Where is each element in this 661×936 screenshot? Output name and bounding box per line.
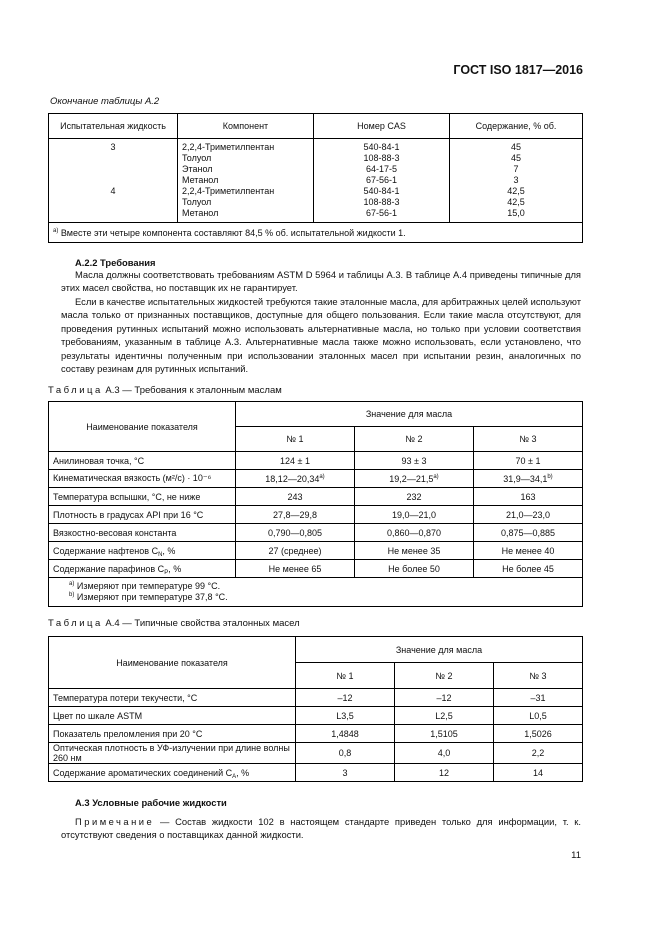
table-cell: 108-88-3 bbox=[314, 197, 450, 208]
table-cell: 3 bbox=[49, 139, 178, 154]
table-cell bbox=[355, 506, 474, 524]
row-label bbox=[49, 764, 296, 782]
table-cell: 108-88-3 bbox=[314, 153, 450, 164]
cell-value: 0,875—0,885 bbox=[500, 527, 556, 538]
footnote-mark: a) bbox=[433, 473, 439, 480]
row-label-text: Содержание парафинов С bbox=[53, 563, 165, 574]
row-label-text: Плотность в градусах API при 16 °С bbox=[53, 509, 204, 520]
row-label-text: Показатель преломления при 20 °С bbox=[53, 728, 203, 739]
cell-value: 3 bbox=[342, 767, 348, 778]
row-label-text: Оптическая плотность в УФ-излучении при длине волны 260 нм bbox=[53, 743, 290, 763]
table-header-cell: № 3 bbox=[474, 427, 583, 452]
cell-value: 31,9—34,1 bbox=[503, 473, 548, 484]
cell-value: 19,0—21,0 bbox=[391, 509, 437, 520]
table-cell: 67-56-1 bbox=[314, 175, 450, 186]
table-row bbox=[49, 197, 583, 208]
table-cell bbox=[395, 689, 494, 707]
table-cell bbox=[474, 542, 583, 560]
table-header-cell: № 1 bbox=[236, 427, 355, 452]
table-row bbox=[49, 452, 583, 470]
table-cell: 4 bbox=[49, 186, 178, 197]
page-number: 11 bbox=[571, 850, 581, 861]
table-cell bbox=[395, 743, 494, 764]
table-header-cell: № 1 bbox=[296, 663, 395, 689]
document-id: ГОСТ ISO 1817—2016 bbox=[453, 63, 583, 77]
table-a3-note: $^{b)}$ Измеряют при температуре 37,8 °С. bbox=[69, 592, 228, 602]
footnote-mark: b) bbox=[547, 473, 553, 480]
table-cell bbox=[236, 542, 355, 560]
table-row bbox=[49, 164, 583, 175]
table-row bbox=[49, 743, 583, 764]
table-cell: 540-84-1 bbox=[314, 139, 450, 154]
table-cell bbox=[355, 470, 474, 488]
table-row bbox=[49, 506, 583, 524]
cell-value: 0,8 bbox=[338, 748, 352, 758]
table-a3 bbox=[48, 401, 583, 607]
table-row bbox=[49, 153, 583, 164]
cell-value: Не менее 40 bbox=[501, 545, 555, 556]
table-row bbox=[49, 470, 583, 488]
table-cell bbox=[395, 764, 494, 782]
table-cell bbox=[494, 707, 583, 725]
table-cell bbox=[355, 542, 474, 560]
table-cell: 45 bbox=[450, 139, 583, 154]
row-label bbox=[49, 689, 296, 707]
table-cell bbox=[474, 560, 583, 578]
table-cell bbox=[296, 707, 395, 725]
table-cell: 42,5 bbox=[450, 186, 583, 197]
cell-value: 2,2 bbox=[531, 748, 545, 758]
table-cell bbox=[49, 197, 178, 208]
table-cell bbox=[236, 560, 355, 578]
row-label bbox=[49, 452, 236, 470]
table-cell bbox=[474, 452, 583, 470]
section-a3-heading: А.3 Условные рабочие жидкости bbox=[75, 797, 227, 808]
table-row bbox=[49, 186, 583, 197]
table-header-cell: № 2 bbox=[395, 663, 494, 689]
footnote-mark: a) bbox=[319, 473, 325, 480]
table-cell bbox=[494, 743, 583, 764]
table-cell bbox=[474, 506, 583, 524]
row-label-text: Кинематическая вязкость (м²/с) · 10⁻⁶ bbox=[53, 473, 212, 483]
table-a3-notes bbox=[49, 578, 583, 607]
table-cell bbox=[236, 524, 355, 542]
table-a3-caption: Таблица А.3 — Требования к эталонным маслам bbox=[48, 385, 282, 396]
table-group-header: Значение для масла bbox=[236, 402, 583, 427]
table-cell bbox=[49, 164, 178, 175]
cell-value: 0,790—0,805 bbox=[267, 527, 323, 538]
table-row bbox=[49, 208, 583, 223]
table-cell: 2,2,4-Триметилпентан bbox=[178, 186, 314, 197]
section-a22-heading: А.2.2 Требования bbox=[75, 257, 156, 268]
cell-value: L3,5 bbox=[336, 710, 354, 721]
table-cell bbox=[474, 488, 583, 506]
table-cell: 7 bbox=[450, 164, 583, 175]
table-cell bbox=[49, 208, 178, 223]
row-label bbox=[49, 542, 236, 560]
table-cell: 15,0 bbox=[450, 208, 583, 223]
table-header-cell: Компонент bbox=[178, 114, 314, 139]
cell-value: 18,12—20,34 bbox=[265, 473, 320, 484]
table-row bbox=[49, 542, 583, 560]
cell-value: 27 (среднее) bbox=[268, 545, 322, 556]
table-cell: 45 bbox=[450, 153, 583, 164]
cell-value: 12 bbox=[438, 767, 449, 778]
table-a4 bbox=[48, 636, 583, 782]
table-row bbox=[49, 175, 583, 186]
table-cell: 42,5 bbox=[450, 197, 583, 208]
table-cell: Метанол bbox=[178, 208, 314, 223]
cell-value: 1,4848 bbox=[331, 728, 359, 739]
section-a3-note: Примечание — Состав жидкости 102 в настоящем стандарте приведен только для информации, т. к. отсутствуют сведения о поставщиках данной жидкости. bbox=[61, 816, 581, 841]
row-label bbox=[49, 560, 236, 578]
table-cell: Этанол bbox=[178, 164, 314, 175]
cell-value: 0,860—0,870 bbox=[386, 527, 442, 538]
row-label-subscript: A bbox=[232, 773, 237, 780]
table-a2-caption: Окончание таблицы А.2 bbox=[50, 96, 160, 107]
row-label-subscript: N bbox=[158, 551, 163, 558]
cell-value: 1,5026 bbox=[524, 728, 552, 739]
cell-value: L0,5 bbox=[529, 710, 547, 721]
table-row bbox=[49, 764, 583, 782]
row-label-tail: , % bbox=[162, 545, 176, 556]
table-header-cell: Испытательная жидкость bbox=[49, 114, 178, 139]
table-cell bbox=[296, 764, 395, 782]
row-label-text: Содержание нафтенов С bbox=[53, 545, 159, 556]
cell-value: 27,8—29,8 bbox=[272, 509, 318, 520]
table-a2 bbox=[48, 113, 583, 243]
table-row bbox=[49, 689, 583, 707]
table-cell: 64-17-5 bbox=[314, 164, 450, 175]
cell-value: 243 bbox=[287, 491, 303, 502]
table-group-header: Значение для масла bbox=[296, 637, 583, 663]
table-cell bbox=[355, 452, 474, 470]
table-a2-footnote: $^{a)}$ Вместе эти четыре компонента составляют 84,5 % об. испытательной жидкости 1. bbox=[49, 223, 583, 243]
row-label-text: Температура потери текучести, °С bbox=[53, 692, 198, 703]
cell-value: 1,5105 bbox=[430, 728, 458, 739]
cell-value: 19,2—21,5 bbox=[389, 473, 434, 484]
table-cell: Метанол bbox=[178, 175, 314, 186]
cell-value: 4,0 bbox=[437, 748, 451, 758]
table-cell bbox=[494, 725, 583, 743]
table-cell bbox=[474, 524, 583, 542]
section-a22-paragraph-1: Масла должны соответствовать требованиям ASTM D 5964 и таблицы А.3. В таблице А.4 приведены типичные для этих масел свойства, но поставщик их не гарантирует. bbox=[61, 269, 581, 294]
cell-value: 163 bbox=[520, 491, 536, 502]
cell-value: Не менее 35 bbox=[387, 545, 441, 556]
row-label bbox=[49, 470, 236, 488]
cell-value: –12 bbox=[436, 692, 452, 703]
table-a3-note: $^{a)}$ Измеряют при температуре 99 °С. bbox=[69, 581, 221, 591]
cell-value: Не более 50 bbox=[388, 563, 440, 574]
table-cell bbox=[494, 764, 583, 782]
row-label-text: Анилиновая точка, °С bbox=[53, 455, 145, 466]
table-row bbox=[49, 524, 583, 542]
table-a4-caption: Таблица А.4 — Типичные свойства эталонных масел bbox=[48, 618, 300, 629]
section-a22-paragraph-2: Если в качестве испытательных жидкостей требуются такие эталонные масла, для арбитражных целей используют масла только от признанных поставщиков, доступные для общего пользования. Если такие масла отсутствуют, для проведения рутинных испытаний можно использовать альтернативные масла, но только при условии соответствия требованиям, указанным в таблице А.3. Альтернативные масла также можно использовать, если установлено, что результаты идентичны полученным при использовании эталонных масел при испытании резин, аналогичных по составу резинам для рутинных испытаний. bbox=[61, 296, 581, 375]
cell-value: Не менее 65 bbox=[268, 563, 322, 574]
cell-value: –12 bbox=[337, 692, 353, 703]
table-header-cell: Номер CAS bbox=[314, 114, 450, 139]
table-cell bbox=[355, 488, 474, 506]
table-header-cell: Содержание, % об. bbox=[450, 114, 583, 139]
cell-value: 124 ± 1 bbox=[280, 455, 310, 466]
row-label-text: Содержание ароматических соединений С bbox=[53, 767, 233, 778]
row-label-tail: , % bbox=[168, 563, 182, 574]
table-cell bbox=[236, 506, 355, 524]
table-header-cell: Наименование показателя bbox=[49, 637, 296, 689]
table-cell bbox=[236, 470, 355, 488]
cell-value: 93 ± 3 bbox=[401, 455, 427, 466]
table-cell bbox=[355, 560, 474, 578]
row-label bbox=[49, 524, 236, 542]
table-row bbox=[49, 725, 583, 743]
table-cell bbox=[355, 524, 474, 542]
table-cell: Толуол bbox=[178, 153, 314, 164]
table-cell bbox=[49, 175, 178, 186]
table-cell bbox=[296, 689, 395, 707]
table-header-cell: Наименование показателя bbox=[49, 402, 236, 452]
cell-value: 14 bbox=[532, 767, 543, 778]
cell-value: Не более 45 bbox=[502, 563, 554, 574]
row-label-text: Цвет по шкале ASTM bbox=[53, 710, 143, 721]
table-cell bbox=[494, 689, 583, 707]
table-cell bbox=[296, 743, 395, 764]
table-cell bbox=[296, 725, 395, 743]
table-row bbox=[49, 560, 583, 578]
row-label-text: Вязкостно-весовая константа bbox=[53, 527, 177, 538]
cell-value: L2,5 bbox=[435, 710, 453, 721]
table-cell bbox=[236, 452, 355, 470]
table-cell bbox=[49, 153, 178, 164]
row-label bbox=[49, 707, 296, 725]
table-cell: Толуол bbox=[178, 197, 314, 208]
table-cell bbox=[395, 707, 494, 725]
table-cell bbox=[474, 470, 583, 488]
table-cell bbox=[236, 488, 355, 506]
row-label bbox=[49, 743, 296, 764]
cell-value: 21,0—23,0 bbox=[505, 509, 551, 520]
table-cell: 67-56-1 bbox=[314, 208, 450, 223]
row-label-subscript: P bbox=[164, 569, 169, 576]
table-row bbox=[49, 139, 583, 154]
table-header-cell: № 3 bbox=[494, 663, 583, 689]
table-row bbox=[49, 488, 583, 506]
row-label-text: Температура вспышки, °С, не ниже bbox=[53, 491, 201, 502]
cell-value: 232 bbox=[406, 491, 422, 502]
cell-value: –31 bbox=[530, 692, 546, 703]
row-label-tail: , % bbox=[236, 767, 250, 778]
cell-value: 70 ± 1 bbox=[515, 455, 541, 466]
table-cell bbox=[395, 725, 494, 743]
row-label bbox=[49, 725, 296, 743]
table-cell: 2,2,4-Триметилпентан bbox=[178, 139, 314, 154]
table-cell: 3 bbox=[450, 175, 583, 186]
table-header-cell: № 2 bbox=[355, 427, 474, 452]
row-label bbox=[49, 506, 236, 524]
table-cell: 540-84-1 bbox=[314, 186, 450, 197]
row-label bbox=[49, 488, 236, 506]
table-row bbox=[49, 707, 583, 725]
